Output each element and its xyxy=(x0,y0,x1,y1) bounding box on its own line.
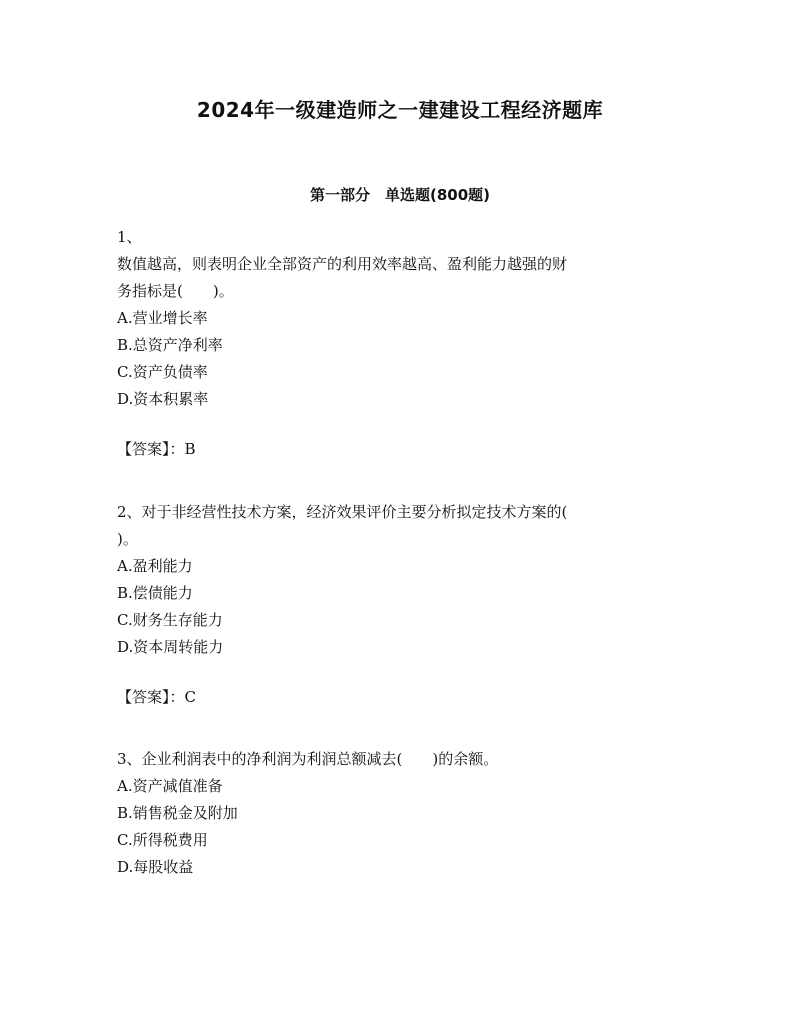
option-d: D.每股收益 xyxy=(117,858,194,876)
answer-line: 【答案】：B xyxy=(117,440,196,458)
option-b: B.总资产净利率 xyxy=(117,336,223,354)
option-c: C.财务生存能力 xyxy=(117,611,223,629)
question-stem-line: )。 xyxy=(117,530,138,548)
question-1 xyxy=(117,224,687,463)
option-c: C.所得税费用 xyxy=(117,831,208,849)
option-b: B.销售税金及附加 xyxy=(117,804,238,822)
option-b: B.偿债能力 xyxy=(117,584,193,602)
option-a: A.资产减值准备 xyxy=(117,777,223,795)
option-a: A.营业增长率 xyxy=(117,309,208,327)
question-list xyxy=(117,224,687,881)
spacer xyxy=(117,463,687,499)
question-stem-line: 务指标是( )。 xyxy=(117,282,234,300)
question-number: 1、 xyxy=(117,228,142,246)
answer-line: 【答案】：C xyxy=(117,688,196,706)
question-2 xyxy=(117,499,687,711)
question-stem-line: 2、对于非经营性技术方案，经济效果评价主要分析拟定技术方案的( xyxy=(117,503,568,521)
document-title: 2024年一级建造师之一建建设工程经济题库 xyxy=(196,98,604,122)
section-title: 第一部分 单选题(800题) xyxy=(309,186,491,204)
option-d: D.资本周转能力 xyxy=(117,638,224,656)
option-a: A.盈利能力 xyxy=(117,557,193,575)
question-stem-line: 数值越高，则表明企业全部资产的利用效率越高、盈利能力越强的财 xyxy=(117,255,568,273)
option-c: C.资产负债率 xyxy=(117,363,208,381)
spacer xyxy=(117,711,687,746)
question-3 xyxy=(117,746,687,881)
question-stem-line: 3、企业利润表中的净利润为利润总额减去( )的余额。 xyxy=(117,750,499,768)
option-d: D.资本积累率 xyxy=(117,390,209,408)
